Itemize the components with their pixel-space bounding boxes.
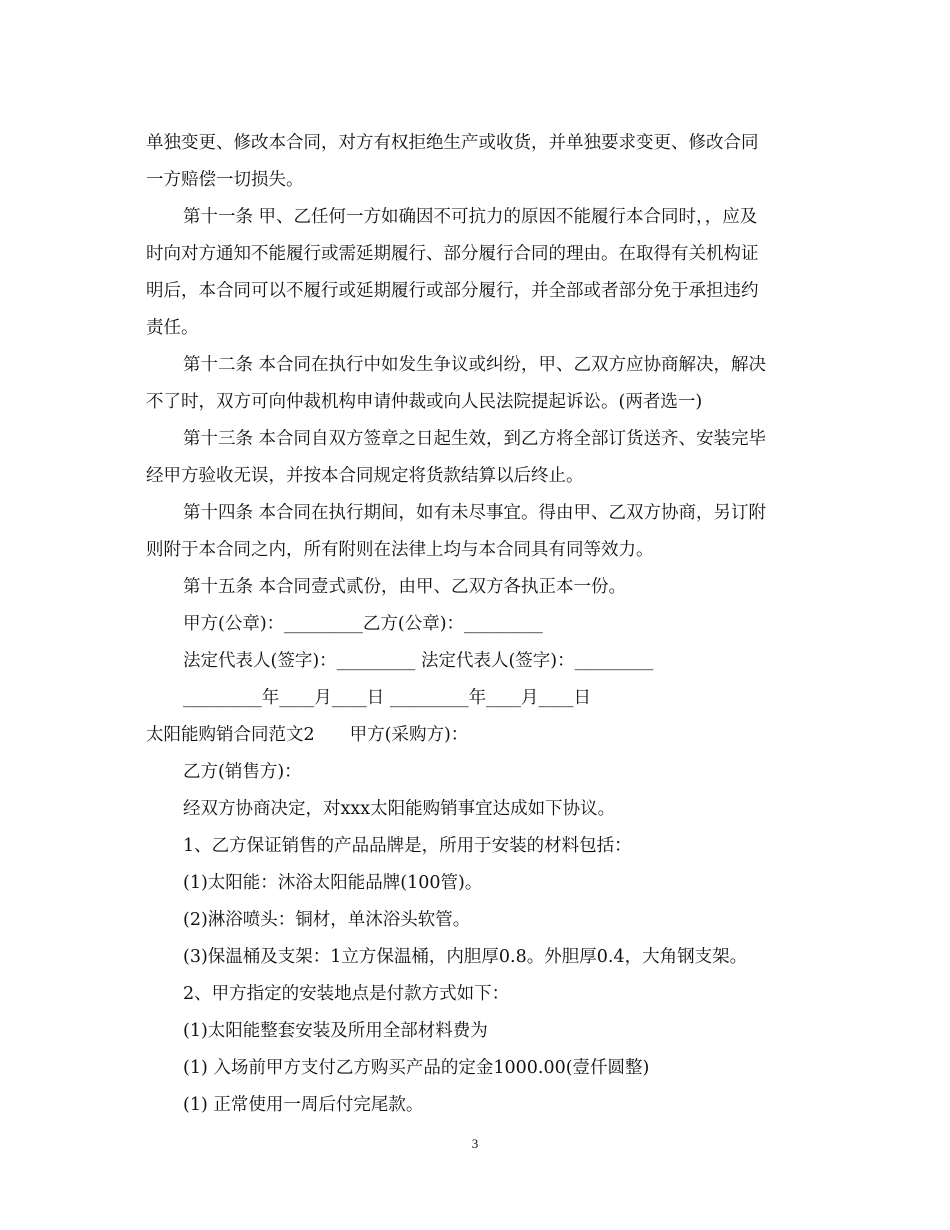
- article-12-line-2: 不了时，双方可向仲裁机构申请仲裁或向人民法院提起诉讼。(两者选一): [146, 392, 703, 412]
- party-b-line: 乙方(销售方)：: [183, 762, 302, 782]
- clause-2-item-1: (1)太阳能整套安装及所用全部材料费为: [183, 1021, 488, 1041]
- article-11-line-1: 第十一条 甲、乙任何一方如确因不可抗力的原因不能履行本合同时，，应及: [183, 207, 758, 227]
- text-line-1: 单独变更、修改本合同，对方有权拒绝生产或收货，并单独要求变更、修改合同: [146, 133, 759, 153]
- clause-2-item-2: (1) 入场前甲方支付乙方购买产品的定金1000.00(壹仟圆整): [183, 1058, 650, 1078]
- text-line-2: 一方赔偿一切损失。: [146, 170, 304, 190]
- page-number: 3: [471, 1136, 479, 1151]
- contract-2-title: 太阳能购销合同范文2 甲方(采购方)：: [146, 725, 469, 745]
- agreement-intro: 经双方协商决定，对xxx太阳能购销事宜达成如下协议。: [183, 799, 616, 819]
- article-14-line-1: 第十四条 本合同在执行期间，如有未尽事宜。得由甲、乙双方协商，另订附: [183, 503, 767, 523]
- clause-2-item-3: (1) 正常使用一周后付完尾款。: [183, 1095, 424, 1115]
- article-11-line-3: 明后，本合同可以不履行或延期履行或部分履行，并全部或者部分免于承担违约: [146, 281, 759, 301]
- clause-1-item-3: (3)保温桶及支架：1立方保温桶，内胆厚0.8。外胆厚0.4，大角钢支架。: [183, 947, 748, 967]
- clause-2: 2、甲方指定的安装地点是付款方式如下：: [183, 984, 510, 1004]
- article-12-line-1: 第十二条 本合同在执行中如发生争议或纠纷，甲、乙双方应协商解决，解决: [183, 355, 767, 375]
- article-15: 第十五条 本合同壹式贰份，由甲、乙双方各执正本一份。: [183, 577, 627, 597]
- article-11-line-2: 时向对方通知不能履行或需延期履行、部分履行合同的理由。在取得有关机构证: [146, 244, 759, 264]
- seal-line: 甲方(公章)：_________乙方(公章)：_________: [183, 614, 543, 634]
- article-14-line-2: 则附于本合同之内，所有附则在法律上均与本合同具有同等效力。: [146, 540, 654, 560]
- date-line: _________年____月____日 _________年____月____日: [183, 688, 592, 708]
- article-13-line-2: 经甲方验收无误，并按本合同规定将货款结算以后终止。: [146, 466, 584, 486]
- article-11-line-4: 责任。: [146, 318, 199, 338]
- clause-1-item-1: (1)太阳能：沐浴太阳能品牌(100管)。: [183, 873, 483, 893]
- clause-1-item-2: (2)淋浴喷头：铜材，单沐浴头软管。: [183, 910, 471, 930]
- article-13-line-1: 第十三条 本合同自双方签章之日起生效，到乙方将全部订货送齐、安装完毕: [183, 429, 767, 449]
- clause-1: 1、乙方保证销售的产品品牌是，所用于安装的材料包括：: [183, 836, 632, 856]
- signature-line: 法定代表人(签字)：_________ 法定代表人(签字)：_________: [183, 651, 654, 671]
